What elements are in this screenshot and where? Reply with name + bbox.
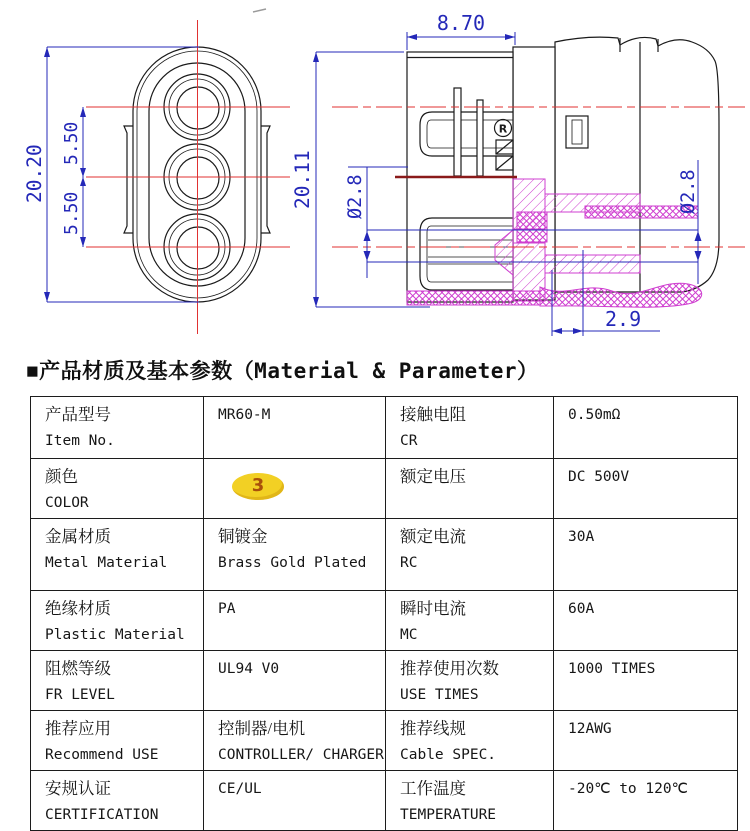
cell-line: Plastic Material bbox=[45, 627, 185, 643]
front-pitch-lower-label: 5.50 bbox=[61, 191, 82, 235]
table-row bbox=[31, 591, 738, 651]
cell-line: Brass Gold Plated bbox=[218, 555, 367, 571]
side-pin-bar1 bbox=[454, 88, 461, 176]
drawing-artifact-mark bbox=[253, 9, 266, 12]
cell-line: CERTIFICATION bbox=[45, 807, 159, 823]
dim-front-pin-pitch bbox=[61, 107, 86, 247]
cell-line: 颜色 bbox=[45, 467, 78, 486]
table-row bbox=[31, 651, 738, 711]
table-cell bbox=[204, 771, 386, 831]
cell-line: 推荐使用次数 bbox=[400, 659, 499, 678]
cell-line: CONTROLLER/ CHARGER bbox=[218, 747, 384, 763]
table-cell bbox=[386, 519, 554, 591]
cell-line: 瞬时电流 bbox=[400, 599, 466, 618]
cell-line: -20℃ to 120℃ bbox=[568, 781, 688, 797]
cell-line: 30A bbox=[568, 529, 595, 545]
cell-line: 接触电阻 bbox=[400, 405, 466, 424]
tip-offset-label: 2.9 bbox=[605, 307, 642, 331]
cell-line: 12AWG bbox=[568, 721, 612, 737]
material-parameter-table bbox=[30, 396, 738, 831]
side-height-label: 20.11 bbox=[291, 150, 314, 209]
side-rear-cap bbox=[555, 37, 719, 292]
cell-line: PA bbox=[218, 601, 236, 617]
table-row bbox=[31, 397, 738, 459]
section-title-zh: ■产品材质及基本参数 bbox=[26, 359, 233, 383]
color-badge: 3 bbox=[232, 473, 284, 500]
cell-line: Item No. bbox=[45, 433, 115, 449]
cell-line: 额定电流 bbox=[400, 527, 466, 546]
table-cell bbox=[204, 459, 386, 519]
table-cell bbox=[554, 651, 738, 711]
cell-line: 铜镀金 bbox=[218, 527, 268, 546]
section-title-en: （Material & Parameter） bbox=[232, 359, 539, 383]
dim-pin-diameter-left bbox=[345, 167, 408, 278]
table-cell bbox=[554, 591, 738, 651]
table-cell bbox=[554, 459, 738, 519]
pin-diameter-right-label: Ø2.8 bbox=[678, 169, 699, 214]
cell-line: 60A bbox=[568, 601, 595, 617]
cell-line: 控制器/电机 bbox=[218, 719, 306, 738]
cell-line: CR bbox=[400, 433, 418, 449]
table-cell bbox=[31, 459, 204, 519]
table-cell bbox=[386, 397, 554, 459]
side-latch-outer bbox=[566, 116, 588, 148]
cell-line: USE TIMES bbox=[400, 687, 479, 703]
front-height-label: 20.20 bbox=[23, 144, 46, 203]
table-cell bbox=[31, 397, 204, 459]
technical-drawing bbox=[0, 0, 750, 348]
cell-line: COLOR bbox=[45, 495, 89, 511]
cell-line: 产品型号 bbox=[45, 405, 111, 424]
cell-line: 0.50mΩ bbox=[568, 407, 621, 423]
cell-line: DC 500V bbox=[568, 469, 630, 485]
table-cell bbox=[554, 397, 738, 459]
cell-line: Metal Material bbox=[45, 555, 168, 571]
table-cell bbox=[386, 651, 554, 711]
table-cell bbox=[31, 771, 204, 831]
side-width-label: 8.70 bbox=[436, 11, 486, 35]
section-title bbox=[26, 355, 750, 385]
cell-line: 推荐应用 bbox=[45, 719, 111, 738]
cell-line: MR60-M bbox=[218, 407, 271, 423]
svg-text:R: R bbox=[498, 122, 508, 136]
table-cell bbox=[31, 519, 204, 591]
table-cell bbox=[31, 591, 204, 651]
cell-line: 绝缘材质 bbox=[45, 599, 111, 618]
dim-side-front-width bbox=[407, 11, 515, 50]
cell-line: 推荐线规 bbox=[400, 719, 466, 738]
cell-line: 阻燃等级 bbox=[45, 659, 111, 678]
cell-line: 额定电压 bbox=[400, 467, 466, 486]
cell-line: FR LEVEL bbox=[45, 687, 115, 703]
table-cell bbox=[554, 771, 738, 831]
table-cell bbox=[554, 711, 738, 771]
table-cell bbox=[554, 519, 738, 591]
table-cell bbox=[386, 459, 554, 519]
spec-table-body bbox=[31, 397, 738, 831]
table-cell bbox=[204, 591, 386, 651]
cell-line: RC bbox=[400, 555, 418, 571]
side-pin-bar2 bbox=[477, 100, 483, 176]
cell-line: CE/UL bbox=[218, 781, 262, 797]
cell-line: Recommend USE bbox=[45, 747, 159, 763]
cell-line: 金属材质 bbox=[45, 527, 111, 546]
table-cell bbox=[31, 651, 204, 711]
table-cell bbox=[204, 519, 386, 591]
table-cell bbox=[204, 711, 386, 771]
table-row bbox=[31, 519, 738, 591]
table-cell bbox=[31, 711, 204, 771]
table-row bbox=[31, 771, 738, 831]
front-pitch-upper-label: 5.50 bbox=[61, 121, 82, 165]
table-row bbox=[31, 459, 738, 519]
table-row bbox=[31, 711, 738, 771]
cell-line: MC bbox=[400, 627, 418, 643]
table-cell bbox=[204, 397, 386, 459]
table-cell bbox=[386, 591, 554, 651]
cell-line: TEMPERATURE bbox=[400, 807, 497, 823]
pin-diameter-left-label: Ø2.8 bbox=[345, 174, 366, 219]
table-cell bbox=[386, 771, 554, 831]
cell-line: 安规认证 bbox=[45, 779, 111, 798]
cell-line: 工作温度 bbox=[400, 779, 466, 798]
table-cell bbox=[386, 711, 554, 771]
cell-line: UL94 V0 bbox=[218, 661, 280, 677]
front-view-drawing bbox=[23, 20, 290, 334]
cell-line: 1000 TIMES bbox=[568, 661, 656, 677]
side-view-drawing bbox=[291, 11, 745, 336]
cell-line: Cable SPEC. bbox=[400, 747, 497, 763]
table-cell bbox=[204, 651, 386, 711]
